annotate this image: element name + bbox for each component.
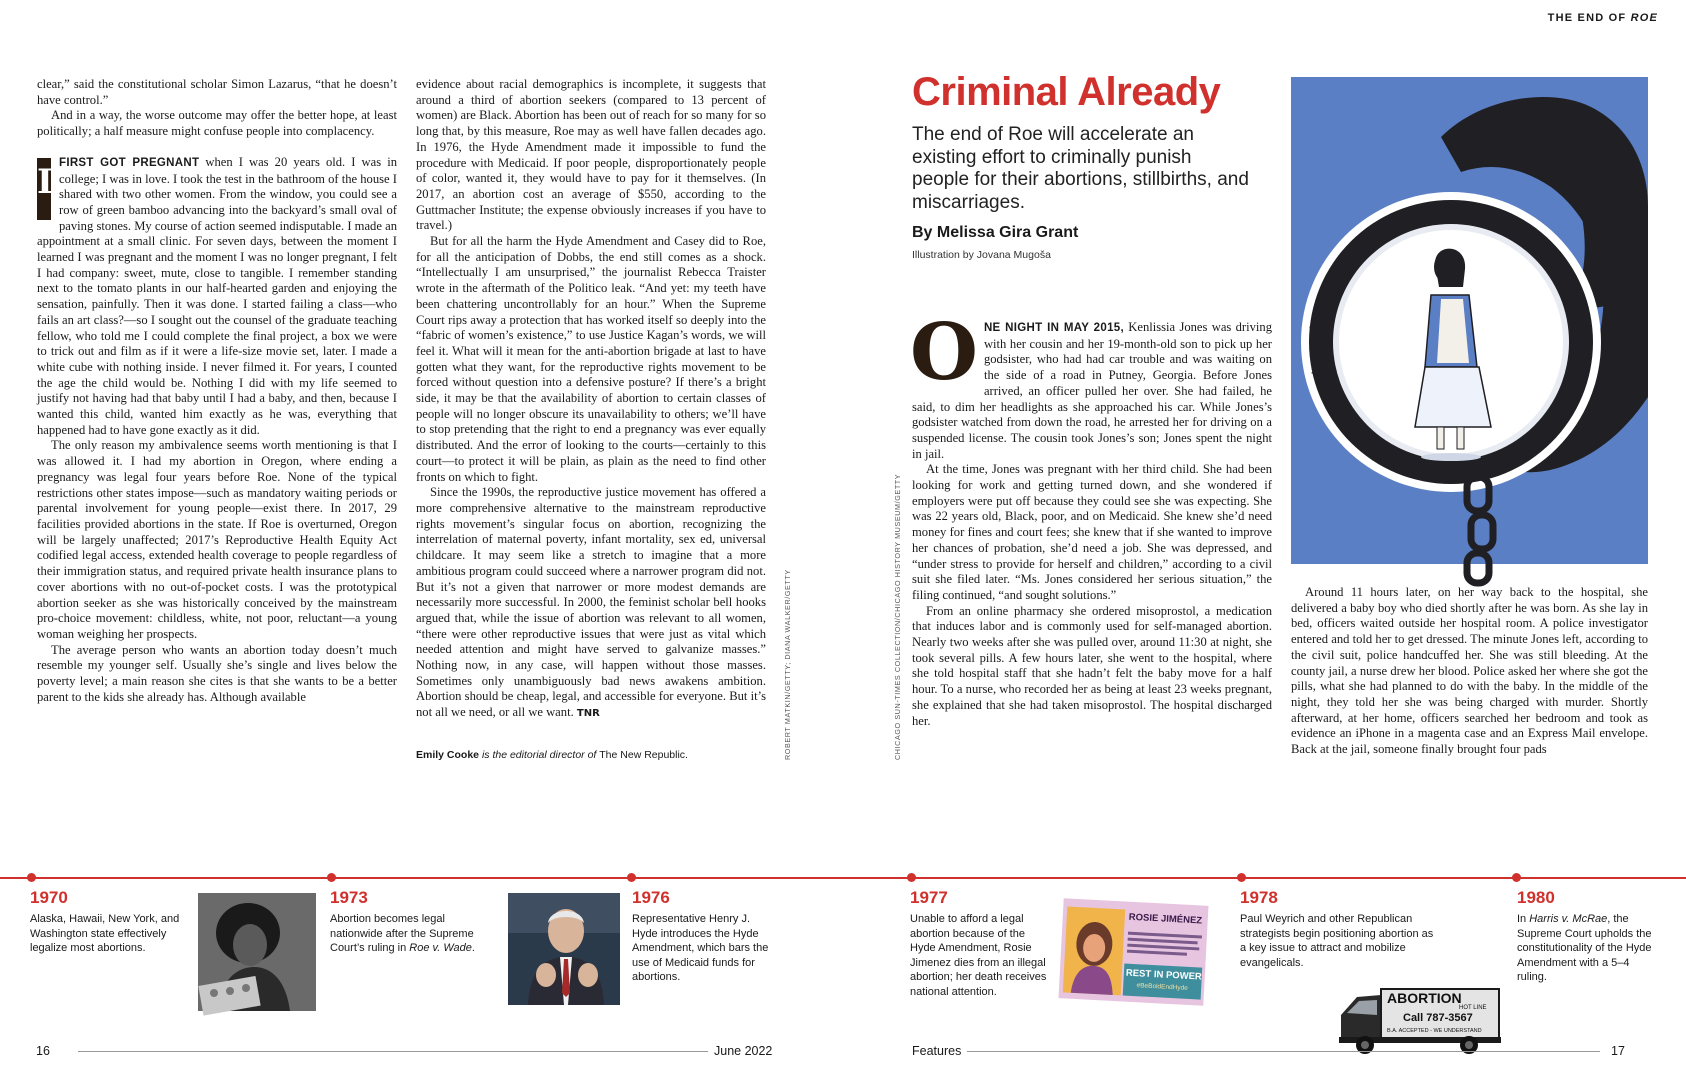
van-sign-phone: Call 787-3567 [1403,1012,1473,1024]
timeline-dot [1237,873,1246,882]
timeline-dot [327,873,336,882]
paragraph: clear,” said the constitutional scholar Simon Lazarus, “that he doesn’t have control.” [37,77,397,107]
illustration-credit: Illustration by Jovana Mugoša [912,249,1051,261]
timeline-text-1978: Paul Weyrich and other Republican strategists begin positioning abortion as a key issue to attract and mobilize evangelicals. [1240,913,1434,969]
van-sign-title: ABORTION [1387,990,1462,1006]
paragraph: The average person who wants an abortion today doesn’t much resemble my younger self. Usually she’s single and lives below the poverty level; a main reason she cites is that she wants to be a better parent to the kids she already has. Although available [37,642,397,704]
timeline-rule [0,877,1686,879]
drop-cap: I [37,158,51,220]
byline: By Melissa Gira Grant [912,224,1079,241]
van-sign-sub: HOT LINE [1459,1005,1487,1011]
page-number-left: 16 [30,1044,56,1058]
dropcap-paragraph: ONE NIGHT IN MAY 2015, Kenlissia Jones was driving with her cousin and her 19-month-old son to pick up her godsister, who had had car trouble and was waiting on the side of a road in Putney, Georgia. Before Jones arrived, an officer pulled her over. She had failed, he said, to dim her headlights as she approached his car. While Jones’s godsister watched from down the road, he arrested her for driving on a suspended license. The cousin took Jones’s son; Jones spent the night in jail. [910,307,1272,461]
timeline-year-1980: 1980 [1517,888,1555,907]
left-column-2 [416,77,766,747]
poster-hashtag: #BeBoldEndHyde [1136,982,1189,992]
timeline-year-1977: 1977 [910,888,948,907]
paragraph: From an online pharmacy she ordered misoprostol, a medication that induces labor and is commonly used for self-managed abortion. Nearly two weeks after she was pulled over, around 11:30 at night, she took several pills. A few hours later, she went to the hospital, where she told hospital staff that she hadn’t felt the baby move for a half hour. To a nurse, who recorded her as being at least 23 weeks pregnant, she explained that she had taken misoprostol. The hospital discharged her. [912,603,1272,728]
left-column-1 [37,77,397,777]
right-column-1 [910,307,1272,766]
paragraph: But for all the harm the Hyde Amendment and Casey did to Roe, for all the anticipation of Dobbs, the end still comes as a shock. “Intellectually I am unsurprised,” the journalist Rebecca Traister wrote in the aftermath of the Politico leak. “And yet: my teeth have been chattering uncontrollably for an hour.” When the Supreme Court rips away a protection that has worked itself so deeply into the “fabric of women’s existence,” to use Justice Kagan’s words, we will feel it. What will it mean for the anti-abortion brigade at last to have gotten what they want, for the reproductive rights movement to be forced without question into a defensive posture? If there’s a bright side, it may be that the availability of abortion to certain classes of people will no longer obscure its unavailability to others; we’ll have to stop pretending that the right to end a pregnancy was ever equally distributed. And the error of looking to the courts—certainly to this court—to protect it will be plain, as plain as the need to find other fronts on which to fight. [416,234,766,484]
end-mark: TNR [576,708,600,720]
paragraph: evidence about racial demographics is incomplete, it suggests that around a third of abortion seekers (compared to 13 percent of women) are Black. Abortion has been out of reach for so many for so long that, by this measure, Roe may as well have fallen decades ago. In 1976, the Hyde Amendment made it impossible to fund the procedure with Medicaid. If poor people, disproportionately people of color, wanted it, they would have to pay for it themselves. (In 2017, an abortion cost an average of $550, according to the Guttmacher Institute; the expense obviously increases if you have to travel.) [416,77,766,233]
hyde-photo [508,893,620,1005]
photo-credit-left: ROBERT MATKIN/GETTY; DIANA WALKER/GETTY [783,569,792,760]
lead-in: FIRST GOT PREGNANT [59,156,200,169]
timeline-text-1976: Representative Henry J. Hyde introduces the Hyde Amendment, which bars the use of Medicaid funds for abortions. [632,913,769,983]
paragraph: And in a way, the worse outcome may offer the better hope, at least politically; a half measure might confuse people into complacency. [37,108,397,139]
footer-rule-left [78,1051,711,1052]
abortion-hotline-van [1337,975,1502,1055]
paragraph: Since the 1990s, the reproductive justice movement has offered a more comprehensive alternative to the mainstream reproductive rights movement’s singular focus on abortion, recognizing the interrelation of maternal poverty, infant mortality, sex ed, universal childcare. It may seem like a stretch to imagine that a more ambitious program could succeed where a narrower program did not. But it’s not a given that narrower or more modest demands are necessarily more successful. In 2000, the feminist scholar bell hooks argued that, while the issue of abortion was relevant to all women, “there were other reproductive issues that were just as vital which needed attention and might have served to galvanize masses.” Nothing now, in any case, will happen without those masses. Sometimes only unambiguously bad news awakens ambition. Abortion should be cheap, legal, and accessible for everyone. But it’s not all we need, or all we want. TNR [416,485,766,720]
timeline-year-1970: 1970 [30,888,68,907]
section-tag: THE END OF ROE [1547,12,1658,24]
article-dek: The end of Roe will accelerate an existing effort to criminally punish people for their abortions, stillbirths, and miscarriages. [912,124,1249,213]
timeline-year-1976: 1976 [632,888,670,907]
paragraph: Around 11 hours later, on her way back to the hospital, she delivered a baby boy who died shortly after he was born. As she lay in bed, officers waited outside her hospital room. A police investigator entered and told her to get dressed. The minute Jones left, according to the civil suit, police handcuffed her. She was still bleeding. At the county jail, a nurse drew her blood. Police asked her where she got the pills, what she had planned to do with the baby. In the middle of the night, they told her she was being charged with murder. Shortly afterward, at her home, officers searched her bedroom and took as evidence an iPhone in a magenta case and an Express Mail envelope. Back at the jail, someone finally brought four pads [1291,585,1648,757]
van-sign-foot: B.A. ACCEPTED - WE UNDERSTAND [1387,1028,1482,1034]
poster-name: ROSIE JIMÉNEZ [1128,911,1203,927]
author-signoff: Emily Cooke is the editorial director of The New Republic. [416,749,688,761]
timeline-text-1973: Abortion becomes legal nationwide after the Supreme Court’s ruling in Roe v. Wade. [330,913,475,954]
issue-date: June 2022 [708,1044,778,1058]
right-column-2 [1291,585,1648,765]
section-name: Features [906,1044,967,1058]
article-headline: Criminal Already [912,70,1221,114]
timeline-year-1973: 1973 [330,888,368,907]
timeline-text-1970: Alaska, Hawaii, New York, and Washington state effectively legalize most abortions. [30,913,180,954]
section-tag-em: ROE [1630,12,1658,24]
page-number-right: 17 [1605,1044,1631,1058]
timeline-dot [907,873,916,882]
timeline-dot [1512,873,1521,882]
poster-slogan: REST IN POWER [1125,967,1203,983]
handcuff-illustration [1291,77,1648,564]
paragraph: The only reason my ambivalence seems worth mentioning is that I was allowed it. I had my abortion in Oregon, where ending a pregnancy was legal four years before Roe. None of the typical restrictions other states impose—such as mandatory waiting periods or parental involvement for young people—exist there. In 2017, 29 facilities provided abortions in the state. If Roe is overturned, Oregon will be largely unaffected; 2017’s Reproductive Health Equity Act codified legal access, extended health coverage to people regardless of their immigration status, and required private health insurance plans to cover abortions with no out-of-pocket costs. I was the prototypical abortion seeker as she was historically conceived by the mainstream pro-choice movement: childless, white, not poor, reluctant—a young woman weighing her prospects. [37,438,397,641]
paragraph: At the time, Jones was pregnant with her third child. She had been looking for work and getting turned down, and she wondered if employers were put off because they could see she was expecting. She was 22 years old, Black, poor, and on Medicaid. She knew she’d need money for fines and court fees; she knew that if she wanted to improve her chances of probation, she’d need a job. She was depressed, and “under stress to provide for herself and children,” according to a civil suit she filed later. “Ms. Jones considered her serious situation,” the filing continued, “and sought solutions.” [912,462,1272,602]
timeline-text-1977: Unable to afford a legal abortion because of the Hyde Amendment, Rosie Jimenez dies from an illegal abortion; her death receives national attention. [910,913,1047,998]
lead-in: NE NIGHT IN MAY 2015, [983,322,1124,334]
footer-rule-right [960,1051,1600,1052]
dropcap-paragraph: I FIRST GOT PREGNANT when I was 20 years old. I was in college; I was in love. I took the test in the bathroom of the house I shared with two other women. From the window, you could see a row of green bamboo advancing into the backyard’s small oval of paving stones. My course of action seemed indisputable. I made an appointment at a small clinic. For seven days, between the moment I learned I was pregnant and the moment I was no longer pregnant, I felt I had company: sweet, mute, close to tangible. I remember standing next to the tomato plants in our half-hearted garden and enjoying the sensation, painfully. Then it was done. I started failing a class—who fails an art class?—so I sought out the counsel of the graduate teaching fellow, who told me I could complete the final project, a box we were to trick out and film as if it were a life-size movie set, later. I made a white cube with nothing inside. I never filmed it. For years, I counted the age the child would be. Nothing I did with my life seemed to justify not having had that baby until I had a baby, and then, because I wanted this child, wanted him exactly as he was, everything that happened had to have gone exactly as it did. [37,154,397,437]
timeline-dot [627,873,636,882]
timeline-dot [27,873,36,882]
timeline-year-1978: 1978 [1240,888,1278,907]
timeline-text-1980: In Harris v. McRae, the Supreme Court upholds the constitutionality of the Hyde Amendment with a 5–4 ruling. [1517,913,1652,983]
rosie-jimenez-poster [1058,898,1208,1005]
photo-credit-right: CHICAGO SUN-TIMES COLLECTION/CHICAGO HISTORY MUSEUM/GETTY [893,473,902,760]
drop-cap: O [910,307,978,398]
protester-photo [198,893,316,1011]
